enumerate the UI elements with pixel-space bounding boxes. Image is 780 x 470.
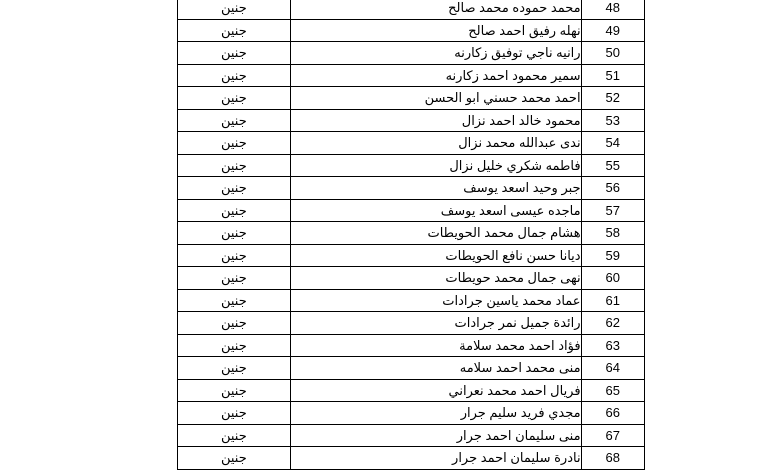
name-cell: سمير محمود احمد زكارنه [290,64,581,87]
city-cell: جنين [178,447,291,470]
city-cell: جنين [178,199,291,222]
row-number-cell: 56 [581,177,644,200]
roster-table-container [177,0,645,470]
name-cell: مجدي فريد سليم جرار [290,402,581,425]
city-cell: جنين [178,42,291,65]
table-row [178,154,645,177]
name-cell: ديانا حسن نافع الحويطات [290,244,581,267]
table-row [178,42,645,65]
table-row [178,402,645,425]
table-row [178,87,645,110]
table-row [178,424,645,447]
city-cell: جنين [178,222,291,245]
city-cell: جنين [178,357,291,380]
name-cell: محمد حموده محمد صالح [290,0,581,19]
name-cell: عماد محمد ياسين جرادات [290,289,581,312]
city-cell: جنين [178,132,291,155]
row-number-cell: 55 [581,154,644,177]
name-cell: فؤاد احمد محمد سلامة [290,334,581,357]
row-number-cell: 62 [581,312,644,335]
table-row [178,379,645,402]
row-number-cell: 49 [581,19,644,42]
city-cell: جنين [178,289,291,312]
row-number-cell: 53 [581,109,644,132]
row-number-cell: 59 [581,244,644,267]
table-row [178,267,645,290]
table-row [178,289,645,312]
city-cell: جنين [178,154,291,177]
name-cell: فريال احمد محمد نعراني [290,379,581,402]
city-cell: جنين [178,424,291,447]
name-cell: رائدة جميل نمر جرادات [290,312,581,335]
table-row [178,0,645,19]
name-cell: هشام جمال محمد الحويطات [290,222,581,245]
city-cell: جنين [178,379,291,402]
city-cell: جنين [178,64,291,87]
roster-table [177,0,645,470]
table-row [178,199,645,222]
name-cell: نادرة سليمان احمد جرار [290,447,581,470]
row-number-cell: 67 [581,424,644,447]
city-cell: جنين [178,402,291,425]
row-number-cell: 66 [581,402,644,425]
city-cell: جنين [178,334,291,357]
city-cell: جنين [178,312,291,335]
city-cell: جنين [178,19,291,42]
row-number-cell: 64 [581,357,644,380]
name-cell: نهى جمال محمد حويطات [290,267,581,290]
table-row [178,132,645,155]
name-cell: ماجده عيسى اسعد يوسف [290,199,581,222]
table-row [178,109,645,132]
table-row [178,357,645,380]
name-cell: نهله رفيق احمد صالح [290,19,581,42]
row-number-cell: 51 [581,64,644,87]
name-cell: احمد محمد حسني ابو الحسن [290,87,581,110]
name-cell: فاطمه شكري خليل نزال [290,154,581,177]
table-row [178,312,645,335]
row-number-cell: 60 [581,267,644,290]
table-row [178,222,645,245]
city-cell: جنين [178,109,291,132]
row-number-cell: 52 [581,87,644,110]
table-row [178,19,645,42]
row-number-cell: 50 [581,42,644,65]
table-row [178,334,645,357]
row-number-cell: 48 [581,0,644,19]
name-cell: جبر وحيد اسعد يوسف [290,177,581,200]
row-number-cell: 65 [581,379,644,402]
table-row [178,244,645,267]
name-cell: محمود خالد احمد نزال [290,109,581,132]
table-row [178,447,645,470]
table-row [178,64,645,87]
row-number-cell: 54 [581,132,644,155]
row-number-cell: 68 [581,447,644,470]
row-number-cell: 58 [581,222,644,245]
row-number-cell: 57 [581,199,644,222]
city-cell: جنين [178,244,291,267]
roster-table-body [178,0,645,469]
name-cell: ندى عبدالله محمد نزال [290,132,581,155]
name-cell: رانيه ناجي توفيق زكارنه [290,42,581,65]
name-cell: منى محمد احمد سلامه [290,357,581,380]
city-cell: جنين [178,177,291,200]
row-number-cell: 63 [581,334,644,357]
city-cell: جنين [178,0,291,19]
row-number-cell: 61 [581,289,644,312]
city-cell: جنين [178,267,291,290]
name-cell: منى سليمان احمد جرار [290,424,581,447]
city-cell: جنين [178,87,291,110]
table-row [178,177,645,200]
